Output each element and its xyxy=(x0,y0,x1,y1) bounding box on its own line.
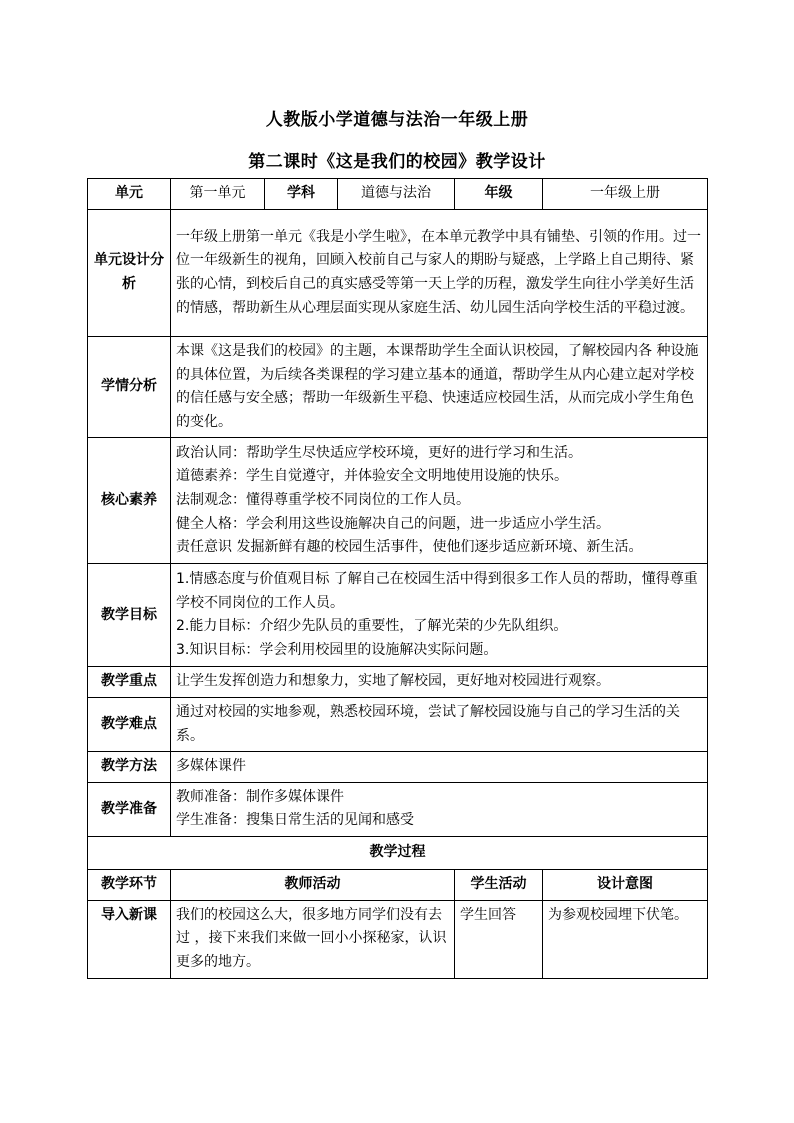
unit-label: 单元 xyxy=(88,179,171,210)
table-row xyxy=(88,900,708,978)
student-analysis-text: 本课《这是我们的校园》的主题，本课帮助学生全面认识校园，了解校园内各 种设施的具体位置，为后续各类课程的学习建立基本的通道，帮助学生从内心建立起对学校的信任感与安全感；帮助一年级新生平稳、快速适应校园生活，从而完成小学生角色的变化。 xyxy=(171,337,708,438)
core-literacy-line: 法制观念：懂得尊重学校不同岗位的工作人员。 xyxy=(176,492,470,509)
difficulties-row xyxy=(88,697,708,751)
document-title: 人教版小学道德与法治一年级上册 xyxy=(265,110,529,130)
core-literacy-label: 核心素养 xyxy=(88,438,171,564)
core-literacy-text xyxy=(171,438,708,564)
grade-label: 年级 xyxy=(455,179,543,210)
grade-value: 一年级上册 xyxy=(543,179,708,210)
objective-item: 3.知识目标：学会利用校园里的设施解决实际问题。 xyxy=(176,641,498,658)
subject-value: 道德与法治 xyxy=(338,179,455,210)
key-points-row xyxy=(88,667,708,698)
preparation-row xyxy=(88,782,708,836)
core-literacy-row xyxy=(88,438,708,564)
process-heading-row xyxy=(88,836,708,869)
design-intent-cell: 为参观校园埋下伏笔。 xyxy=(543,900,708,978)
stage-cell: 导入新课 xyxy=(88,900,171,978)
preparation-label: 教学准备 xyxy=(88,782,171,836)
objectives-row xyxy=(88,564,708,667)
core-literacy-line: 责任意识 发掘新鲜有趣的校园生活事件，使他们逐步适应新环境、新生活。 xyxy=(176,539,643,556)
process-heading: 教学过程 xyxy=(88,836,708,869)
key-points-text: 让学生发挥创造力和想象力，实地了解校园，更好地对校园进行观察。 xyxy=(171,667,708,698)
student-analysis-label: 学情分析 xyxy=(88,337,171,438)
column-header: 设计意图 xyxy=(543,869,708,900)
difficulties-label: 教学难点 xyxy=(88,697,171,751)
difficulties-text: 通过对校园的实地参观，熟悉校园环境，尝试了解校园设施与自己的学习生活的关系。 xyxy=(171,697,708,751)
column-header: 教学环节 xyxy=(88,869,171,900)
column-header: 教师活动 xyxy=(171,869,455,900)
subject-label: 学科 xyxy=(265,179,338,210)
teacher-activity-cell: 我们的校园这么大，很多地方同学们没有去过 ，接下来我们来做一回小小探秘家，认识更多的地方。 xyxy=(171,900,455,978)
process-columns-row xyxy=(88,869,708,900)
lesson-plan-table xyxy=(87,178,708,979)
methods-text: 多媒体课件 xyxy=(171,752,708,783)
student-activity-cell: 学生回答 xyxy=(455,900,543,978)
objective-item: 2.能力目标：介绍少先队员的重要性，了解光荣的少先队组织。 xyxy=(176,618,568,635)
key-points-label: 教学重点 xyxy=(88,667,171,698)
student-analysis-row xyxy=(88,337,708,438)
unit-analysis-row xyxy=(88,210,708,337)
objectives-text xyxy=(171,564,708,667)
objective-item: 1.情感态度与价值观目标 了解自己在校园生活中得到很多工作人员的帮助，懂得尊重学校不同岗位的工作人员。 xyxy=(176,571,698,611)
preparation-line: 学生准备：搜集日常生活的见闻和感受 xyxy=(176,812,414,829)
objectives-label: 教学目标 xyxy=(88,564,171,667)
methods-row xyxy=(88,752,708,783)
unit-analysis-text: 一年级上册第一单元《我是小学生啦》，在本单元教学中具有铺垫、引领的作用。过一位一年级新生的视角，回顾入校前自己与家人的期盼与疑惑，上学路上自己期待、紧张的心情，到校后自己的真实感受等第一天上学的历程，激发学生向往小学美好生活的情感，帮助新生从心理层面实现从家庭生活、幼儿园生活向学校生活的平稳过渡。 xyxy=(171,210,708,337)
meta-row xyxy=(88,179,708,210)
preparation-line: 教师准备：制作多媒体课件 xyxy=(176,788,344,805)
core-literacy-line: 健全人格：学会利用这些设施解决自己的问题，进一步适应小学生活。 xyxy=(176,515,610,532)
unit-value: 第一单元 xyxy=(171,179,265,210)
core-literacy-line: 政治认同：帮助学生尽快适应学校环境，更好的进行学习和生活。 xyxy=(176,444,582,461)
core-literacy-line: 道德素养：学生自觉遵守，并体验安全文明地使用设施的快乐。 xyxy=(176,468,568,485)
methods-label: 教学方法 xyxy=(88,752,171,783)
preparation-text xyxy=(171,782,708,836)
lesson-title: 第二课时《这是我们的校园》教学设计 xyxy=(248,152,546,172)
column-header: 学生活动 xyxy=(455,869,543,900)
unit-analysis-label: 单元设计分析 xyxy=(88,210,171,337)
